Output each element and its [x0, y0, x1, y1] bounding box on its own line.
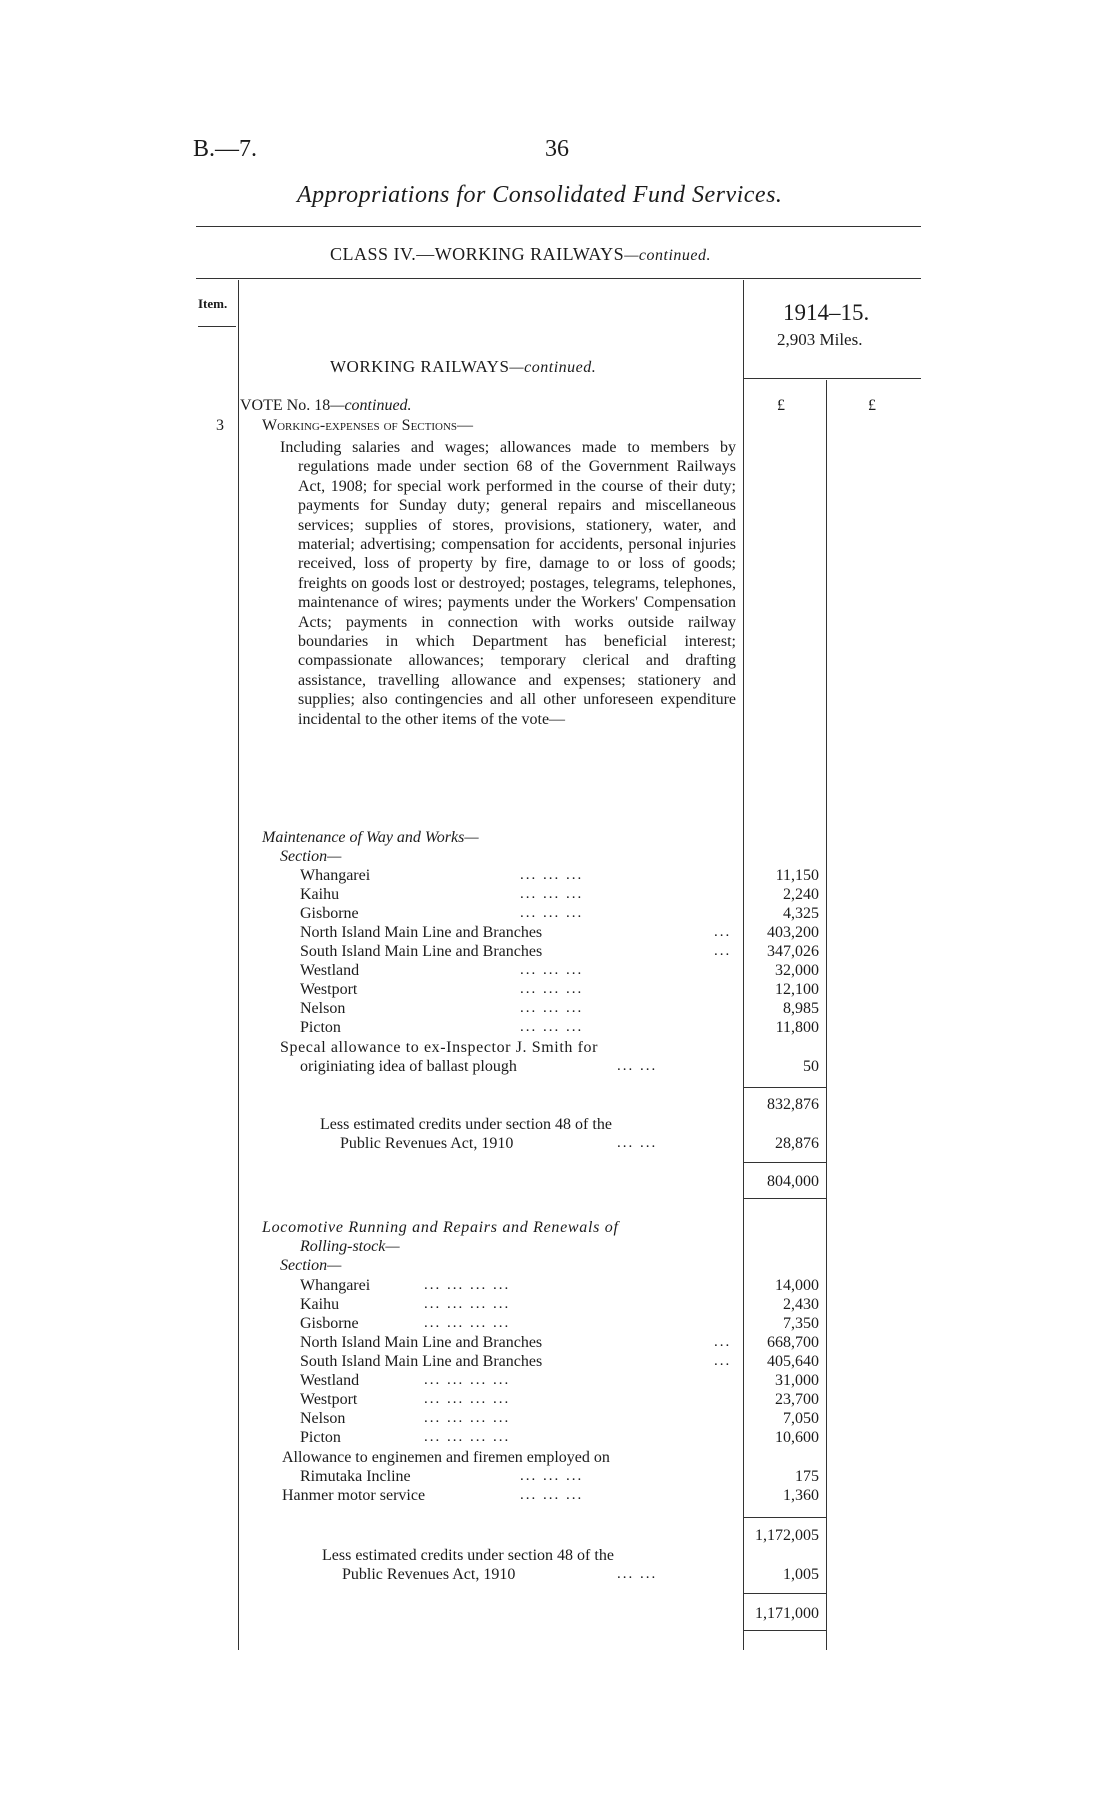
allowance-amount: 175: [795, 1468, 819, 1485]
loco-net: 1,171,000: [755, 1605, 819, 1622]
loco-row-amount: 405,640: [767, 1353, 819, 1370]
loco-row-amount: 14,000: [775, 1277, 819, 1294]
loco-row-amount: 7,350: [783, 1315, 819, 1332]
maint-row-name: Gisborne: [300, 905, 359, 922]
maint-row-name: Kaihu: [300, 886, 340, 903]
loco-row-amount: 2,430: [783, 1296, 819, 1313]
loco-row-name: North Island Main Line and Branches: [300, 1334, 543, 1351]
pound-symbol-items: £: [777, 397, 785, 414]
maint-row-name: Nelson: [300, 1000, 346, 1017]
locomotive-section-label: Section—: [280, 1257, 342, 1274]
loco-row-name: Gisborne: [300, 1315, 359, 1332]
maint-net: 804,000: [767, 1173, 819, 1190]
maint-row-amount: 12,100: [775, 981, 819, 998]
pound-symbol-totals: £: [868, 397, 876, 414]
section-subtitle-cont: —continued.: [509, 359, 597, 376]
loco-less-dots: ... ...: [617, 1566, 658, 1582]
maint-row-amount: 4,325: [783, 905, 819, 922]
loco-row-dots: ...: [714, 1334, 732, 1350]
year-head-rule: [743, 378, 921, 379]
hanmer-name: Hanmer motor service: [282, 1487, 426, 1504]
year-header: 1914–15.: [783, 300, 870, 325]
loco-row-dots: ... ... ... ...: [424, 1391, 511, 1407]
maint-row-dots: ... ... ...: [520, 962, 584, 978]
working-expenses-heading: Working-expenses of Sections—: [262, 417, 474, 434]
loco-less-amount: 1,005: [783, 1566, 819, 1583]
maint-less-line2: Public Revenues Act, 1910: [340, 1135, 514, 1152]
loco-row-name: Nelson: [300, 1410, 346, 1427]
special-allowance-dots: ... ...: [617, 1058, 658, 1074]
class-heading: [330, 244, 711, 265]
maint-row-amount: 2,240: [783, 886, 819, 903]
maint-row-amount: 11,150: [775, 867, 819, 884]
maint-row-name: South Island Main Line and Branches: [300, 943, 543, 960]
vote-heading: [240, 397, 412, 415]
maint-row-name: Whangarei: [300, 867, 371, 884]
item-column-rule: [238, 280, 239, 1650]
miles-header: 2,903 Miles.: [777, 330, 863, 349]
special-allowance-amount: 50: [803, 1058, 819, 1075]
special-allowance-line2: originiating idea of ballast plough: [300, 1058, 517, 1075]
loco-row-name: Picton: [300, 1429, 341, 1446]
hanmer-amount: 1,360: [783, 1487, 819, 1504]
locomotive-heading-line2: Rolling-stock—: [300, 1238, 400, 1255]
maint-row-dots: ... ... ...: [520, 1000, 584, 1016]
loco-row-amount: 7,050: [783, 1410, 819, 1427]
loco-row-name: Whangarei: [300, 1277, 371, 1294]
maint-row-amount: 347,026: [767, 943, 819, 960]
loco-row-dots: ... ... ... ...: [424, 1277, 511, 1293]
maint-row-amount: 8,985: [783, 1000, 819, 1017]
hanmer-dots: ... ... ...: [520, 1487, 584, 1503]
loco-row-amount: 23,700: [775, 1391, 819, 1408]
maint-total: 832,876: [767, 1096, 819, 1113]
loco-row-dots: ... ... ... ...: [424, 1410, 511, 1426]
page-title: Appropriations for Consolidated Fund Services.: [297, 182, 783, 208]
item-head-rule: [198, 326, 236, 327]
maint-row-name: Picton: [300, 1019, 341, 1036]
document-reference: B.—7.: [193, 136, 258, 162]
loco-row-amount: 31,000: [775, 1372, 819, 1389]
loco-row-dots: ... ... ... ...: [424, 1429, 511, 1445]
vote-description: Including salaries and wages; allowances made to members by regulations made under section 68 of the Government Railways Act, 1908; for special work performed in the course of their duty; payments for Sunday duty; general repairs and miscellaneous services; supplies of stores, provisions, stationery, water, and material; advertising; compensation for accidents, personal injuries received, loss of property by fire, damage to or loss of goods; freights on goods lost or destroyed; postages, telegrams, telephones, maintenance of wires; payments under the Workers' Compensation Acts; payments in connection with works outside railway boundaries in which Department has beneficial interest; compassionate allowances; temporary clerical and drafting assistance, travelling allowance and expenses; stationery and supplies; also contingencies and all other unforeseen expenditure incidental to the other items of the vote—: [280, 439, 736, 728]
loco-total: 1,172,005: [755, 1527, 819, 1544]
loco-less-line1: Less estimated credits under section 48 of the: [322, 1547, 614, 1564]
loco-row-dots: ... ... ... ...: [424, 1296, 511, 1312]
loco-row-dots: ...: [714, 1353, 732, 1369]
maint-total-rule: [743, 1087, 826, 1088]
allowance-line2: Rimutaka Incline: [300, 1468, 411, 1485]
maintenance-section-label: Section—: [280, 848, 342, 865]
class-heading-cont: —continued.: [624, 247, 712, 264]
section-subtitle: [330, 357, 596, 377]
maint-net-underline: [743, 1198, 826, 1199]
maint-row-dots: ... ... ...: [520, 905, 584, 921]
vote-heading-cont: —continued.: [330, 397, 412, 414]
loco-row-dots: ... ... ... ...: [424, 1315, 511, 1331]
maint-less-dots: ... ...: [617, 1135, 658, 1151]
amount-column-rule-mid: [826, 380, 827, 1650]
maint-row-name: Westport: [300, 981, 358, 998]
loco-less-line2: Public Revenues Act, 1910: [342, 1566, 516, 1583]
loco-row-name: South Island Main Line and Branches: [300, 1353, 543, 1370]
maint-net-rule: [743, 1162, 826, 1163]
loco-row-amount: 10,600: [775, 1429, 819, 1446]
special-allowance-line1: Specal allowance to ex-Inspector J. Smith for: [280, 1039, 599, 1056]
locomotive-heading-line1: Locomotive Running and Repairs and Renewals of: [262, 1219, 619, 1236]
item-number: 3: [216, 417, 224, 434]
allowance-dots: ... ... ...: [520, 1468, 584, 1484]
title-rule: [196, 226, 921, 227]
maint-row-dots: ...: [714, 943, 732, 959]
maint-row-name: Westland: [300, 962, 360, 979]
loco-row-amount: 668,700: [767, 1334, 819, 1351]
maint-row-dots: ...: [714, 924, 732, 940]
allowance-line1: Allowance to enginemen and firemen employed on: [282, 1449, 610, 1466]
maint-less-amount: 28,876: [775, 1135, 819, 1152]
maint-row-dots: ... ... ...: [520, 867, 584, 883]
loco-net-rule: [743, 1593, 826, 1594]
vote-heading-main: VOTE No. 18: [240, 397, 331, 414]
maint-row-amount: 11,800: [775, 1019, 819, 1036]
maint-row-dots: ... ... ...: [520, 981, 584, 997]
maint-row-dots: ... ... ...: [520, 1019, 584, 1035]
loco-row-name: Westport: [300, 1391, 358, 1408]
class-heading-main: CLASS IV.—WORKING RAILWAYS: [330, 244, 625, 264]
maint-row-amount: 32,000: [775, 962, 819, 979]
loco-row-name: Westland: [300, 1372, 360, 1389]
section-subtitle-main: WORKING RAILWAYS: [330, 357, 510, 376]
maintenance-heading: Maintenance of Way and Works—: [262, 829, 479, 846]
maint-less-line1: Less estimated credits under section 48 of the: [320, 1116, 612, 1133]
loco-row-name: Kaihu: [300, 1296, 340, 1313]
loco-net-underline: [743, 1630, 826, 1631]
loco-row-dots: ... ... ... ...: [424, 1372, 511, 1388]
class-rule: [196, 278, 921, 279]
maint-row-name: North Island Main Line and Branches: [300, 924, 543, 941]
page-number: 36: [545, 136, 569, 162]
maint-row-amount: 403,200: [767, 924, 819, 941]
maint-row-dots: ... ... ...: [520, 886, 584, 902]
loco-total-rule: [743, 1517, 826, 1518]
item-column-header: Item.: [198, 296, 228, 311]
